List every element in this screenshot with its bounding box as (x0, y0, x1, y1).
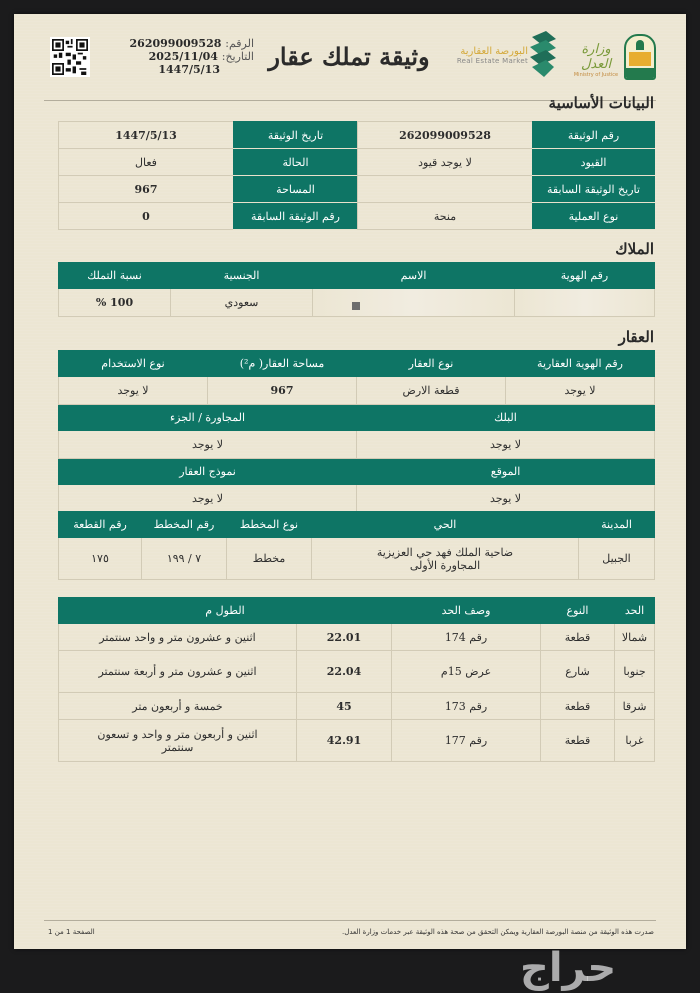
header-ownership-share: نسبة التملك (59, 263, 171, 289)
label-status: الحالة (234, 149, 358, 176)
header-usage-type: نوع الاستخدام (59, 351, 208, 377)
value-district: ضاحية الملك فهد حي العزيزية المجاورة الأولى (312, 538, 579, 580)
header-neighborhood-part: المجاورة / الجزء (59, 405, 357, 431)
real-estate-market-logo: البورصة العقارية Real Estate Market (456, 46, 528, 65)
value-previous-document-date (358, 176, 533, 203)
value-type: قطعة (541, 693, 615, 720)
table-header-row (59, 351, 655, 377)
property-table (58, 350, 655, 513)
boundaries-table (58, 597, 655, 762)
verification-note: صدرت هذه الوثيقة من منصة البورصة العقارية ويمكن التحقق من صحة هذه الوثيقة عبر خدمات وزارة العدل. (342, 928, 654, 936)
table-row (59, 149, 655, 176)
haraj-watermark: حراج (520, 945, 617, 991)
page-title: وثيقة تملك عقار (268, 42, 430, 71)
label-previous-document-date: تاريخ الوثيقة السابقة (533, 176, 655, 203)
value-block: لا يوجد (357, 431, 655, 459)
header-location: الموقع (357, 459, 655, 485)
table-row (59, 203, 655, 230)
value-description: عرض 15م (392, 651, 541, 693)
table-header-row (59, 512, 655, 538)
table-row (59, 651, 655, 693)
table-row (59, 485, 655, 513)
value-usage-type: لا يوجد (59, 377, 208, 405)
value-length: 42.91 (297, 720, 392, 762)
value-type: قطعة (541, 624, 615, 651)
document-meta (114, 37, 254, 76)
hijri-date: 1447/5/13 (158, 63, 220, 76)
table-header-row (59, 459, 655, 485)
header-nationality: الجنسية (171, 263, 313, 289)
value-nationality: سعودي (171, 289, 313, 317)
owners-title: الملاك (615, 240, 654, 258)
value-area: 967 (59, 176, 234, 203)
label-area: المساحة (234, 176, 358, 203)
header-property-type: نوع العقار (357, 351, 506, 377)
header-property-area: مساحة العقار( م²) (208, 351, 357, 377)
table-row (59, 176, 655, 203)
value-length-text: اثنين و أربعون متر و واحد و تسعون سنتمتر (59, 720, 297, 762)
header-property-id: رقم الهوية العقارية (506, 351, 655, 377)
value-previous-document-number: 0 (59, 203, 234, 230)
value-length-text: اثنين و عشرون متر و أربعة سنتمتر (59, 651, 297, 693)
value-type: قطعة (541, 720, 615, 762)
table-row (59, 431, 655, 459)
qr-code[interactable] (50, 37, 90, 77)
value-status: فعال (59, 149, 234, 176)
value-property-model: لا يوجد (59, 485, 357, 513)
value-plan-number: ٧ / ١٩٩ (142, 538, 227, 580)
value-description: رقم 174 (392, 624, 541, 651)
gregorian-date: 2025/11/04 (148, 50, 218, 63)
value-length-text: خمسة و أربعون متر (59, 693, 297, 720)
label-document-date: تاريخ الوثيقة (234, 122, 358, 149)
basic-info-table (58, 121, 655, 230)
header-plan-number: رقم المخطط (142, 512, 227, 538)
table-row (59, 693, 655, 720)
value-operation-type: منحة (358, 203, 533, 230)
value-document-number: 262099009528 (358, 122, 533, 149)
header-city: المدينة (579, 512, 655, 538)
value-id-number-redacted (515, 289, 655, 317)
value-location: لا يوجد (357, 485, 655, 513)
value-length: 22.01 (297, 624, 392, 651)
label-restrictions: القيود (533, 149, 655, 176)
value-length: 22.04 (297, 651, 392, 693)
date-label: التاريخ: (221, 50, 254, 63)
value-side: شرقا (615, 693, 655, 720)
value-neighborhood-part: لا يوجد (59, 431, 357, 459)
real-estate-market-emblem-icon (528, 31, 558, 77)
header-boundary: الحد (615, 598, 655, 624)
table-header-row (59, 405, 655, 431)
document-number: 262099009528 (129, 37, 222, 50)
header-plot-number: رقم القطعة (59, 512, 142, 538)
label-operation-type: نوع العملية (533, 203, 655, 230)
value-name-redacted (313, 289, 515, 317)
table-header-row (59, 263, 655, 289)
header-boundary-type: النوع (541, 598, 615, 624)
value-city: الجبيل (579, 538, 655, 580)
value-document-date: 1447/5/13 (59, 122, 234, 149)
value-property-type: قطعة الارض (357, 377, 506, 405)
table-header-row (59, 598, 655, 624)
qr-code-icon (52, 39, 88, 75)
header-block: البلك (357, 405, 655, 431)
table-row (59, 122, 655, 149)
value-side: شمالا (615, 624, 655, 651)
deed-document (14, 14, 686, 949)
label-document-number: رقم الوثيقة (533, 122, 655, 149)
label-previous-document-number: رقم الوثيقة السابقة (234, 203, 358, 230)
value-property-area: 967 (208, 377, 357, 405)
header-name: الاسم (313, 263, 515, 289)
plan-table (58, 511, 655, 580)
property-title: العقار (618, 328, 654, 346)
value-side: غربا (615, 720, 655, 762)
basic-info-title: البيانات الأساسية (548, 94, 654, 112)
header-district: الحي (312, 512, 579, 538)
value-description: رقم 177 (392, 720, 541, 762)
value-side: جنوبا (615, 651, 655, 693)
value-ownership-share: 100 % (59, 289, 171, 317)
header-property-model: نموذج العقار (59, 459, 357, 485)
value-plot-number: ١٧٥ (59, 538, 142, 580)
table-row (59, 538, 655, 580)
header-id-number: رقم الهوية (515, 263, 655, 289)
value-length: 45 (297, 693, 392, 720)
footer-divider (44, 920, 656, 921)
header-length: الطول م (59, 598, 392, 624)
value-description: رقم 173 (392, 693, 541, 720)
number-label: الرقم: (225, 37, 254, 50)
page-indicator: الصفحة 1 من 1 (48, 928, 95, 936)
table-row (59, 377, 655, 405)
table-row (59, 624, 655, 651)
table-row (59, 720, 655, 762)
value-length-text: اثنين و عشرون متر و واحد سنتمتر (59, 624, 297, 651)
value-property-id: لا يوجد (506, 377, 655, 405)
document-header (14, 14, 686, 100)
redaction-mark (352, 302, 360, 310)
header-boundary-description: وصف الحد (392, 598, 541, 624)
value-restrictions: لا يوجد قيود (358, 149, 533, 176)
value-plan-type: مخطط (227, 538, 312, 580)
value-type: شارع (541, 651, 615, 693)
header-plan-type: نوع المخطط (227, 512, 312, 538)
ministry-of-justice-logo: وزارة العدل Ministry of Justice (573, 42, 619, 78)
ministry-emblem-icon (624, 34, 656, 80)
